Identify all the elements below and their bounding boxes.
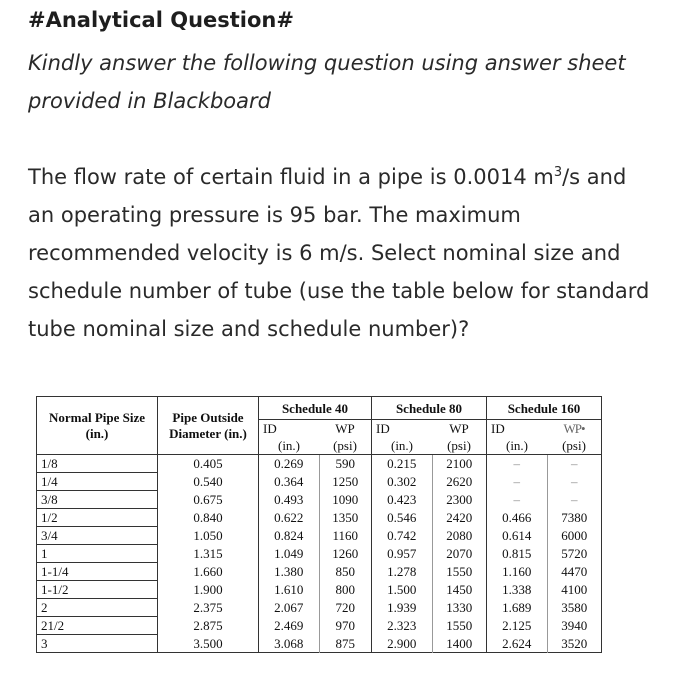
cell-wp-160: 4100 (561, 582, 588, 597)
header-wp-40: WP (319, 420, 372, 438)
cell-wp-40: 850 (319, 563, 372, 581)
table-row (37, 455, 602, 473)
table-header-row-1 (37, 397, 602, 420)
cell-id-160: 1.689 (487, 599, 548, 617)
cell-id-80: 2.323 (372, 617, 433, 635)
cell-id-80: 2.900 (372, 635, 433, 653)
cell-id-160: 1.338 (487, 581, 548, 599)
header-schedule-40: Schedule 40 (259, 397, 372, 420)
header-nominal-size (37, 397, 158, 455)
cell-wp-80: 2300 (432, 491, 487, 509)
header-wp-160: WP• (563, 421, 585, 436)
question-superscript: 3 (553, 165, 563, 180)
table-row (37, 581, 602, 599)
header-id-80: ID (376, 421, 390, 436)
table-row (37, 473, 602, 491)
cell-outside-diameter: 2.375 (158, 599, 259, 617)
cell-nominal-size: 1-1/2 (37, 581, 158, 599)
cell-id-40: 3.068 (259, 635, 320, 653)
cell-id-40: 1.610 (259, 581, 320, 599)
cell-id-160: 1.160 (487, 563, 548, 581)
instruction-text: Kindly answer the following question using answer sheet provided in Blackboard (28, 51, 626, 113)
cell-wp-80: 1400 (432, 635, 487, 653)
cell-id-160: – (487, 473, 548, 491)
header-schedule-160: Schedule 160 (487, 397, 602, 420)
header-id-unit-80: (in.) (372, 437, 433, 455)
cell-wp-160: – (571, 456, 578, 472)
cell-id-80: 0.742 (372, 527, 433, 545)
table-row (37, 563, 602, 581)
table-row (37, 599, 602, 617)
header-id-unit-160: (in.) (487, 437, 548, 455)
cell-id-40: 0.622 (259, 509, 320, 527)
cell-nominal-size: 2 (37, 599, 158, 617)
cell-id-40: 1.380 (259, 563, 320, 581)
cell-nominal-size: 21/2 (37, 617, 158, 635)
cell-wp-160: 4470 (561, 564, 588, 579)
table-row (37, 635, 602, 653)
cell-id-40: 1.049 (259, 545, 320, 563)
cell-outside-diameter: 0.840 (158, 509, 259, 527)
cell-wp-80: 1450 (432, 581, 487, 599)
question-part-2: /s and an operating pressure is 95 bar. The maximum recommended velocity is 6 m/s. Select nominal size and schedule number of tube (use the table below for standard tube nominal size and schedule number)? (28, 165, 650, 341)
header-wp-unit-40: (psi) (319, 437, 372, 455)
cell-id-80: 1.278 (372, 563, 433, 581)
header-wp-unit-160: (psi) (547, 437, 602, 455)
pipe-schedule-table (36, 396, 602, 653)
cell-id-40: 0.493 (259, 491, 320, 509)
cell-wp-160: 5720 (561, 546, 588, 561)
question-part-1: The flow rate of certain fluid in a pipe is 0.0014 m (28, 165, 554, 189)
cell-id-160: 2.624 (487, 635, 548, 653)
cell-wp-160: 6000 (561, 528, 588, 543)
cell-wp-160: 7380 (561, 510, 588, 525)
cell-outside-diameter: 1.660 (158, 563, 259, 581)
cell-outside-diameter: 1.050 (158, 527, 259, 545)
cell-id-80: 0.302 (372, 473, 433, 491)
cell-nominal-size: 3/4 (37, 527, 158, 545)
cell-wp-160: – (571, 492, 578, 507)
cell-id-160: 0.815 (487, 545, 548, 563)
cell-wp-160: 3520 (561, 635, 588, 651)
cell-wp-80: 1330 (432, 599, 487, 617)
cell-outside-diameter: 2.875 (158, 617, 259, 635)
cell-wp-160: 3940 (561, 618, 588, 633)
header-id-160: ID (491, 421, 505, 436)
question-heading: #Analytical Question# (28, 8, 294, 32)
cell-wp-40: 1090 (319, 491, 372, 509)
header-schedule-80: Schedule 80 (372, 397, 487, 420)
pipe-schedule-table-wrap (36, 396, 602, 653)
cell-nominal-size: 1 (37, 545, 158, 563)
cell-nominal-size: 3/8 (37, 491, 158, 509)
cell-wp-40: 800 (319, 581, 372, 599)
cell-wp-80: 2100 (432, 455, 487, 473)
table-row (37, 617, 602, 635)
cell-id-40: 2.469 (259, 617, 320, 635)
header-id-unit-40: (in.) (259, 437, 320, 455)
cell-id-80: 0.423 (372, 491, 433, 509)
header-outside-diameter-label: Pipe Outside Diameter (in.) (169, 409, 247, 441)
cell-wp-40: 1260 (319, 545, 372, 563)
table-row (37, 491, 602, 509)
cell-wp-80: 2620 (432, 473, 487, 491)
cell-id-80: 0.215 (372, 455, 433, 473)
cell-wp-40: 875 (319, 635, 372, 653)
cell-wp-80: 2070 (432, 545, 487, 563)
cell-id-40: 0.824 (259, 527, 320, 545)
header-nominal-size-label: Normal Pipe Size (in.) (48, 409, 146, 441)
cell-wp-80: 1550 (432, 563, 487, 581)
table-body (37, 455, 602, 653)
cell-id-80: 1.500 (372, 581, 433, 599)
cell-wp-160: 3580 (561, 600, 588, 615)
cell-id-80: 1.939 (372, 599, 433, 617)
question-text (28, 158, 653, 348)
cell-nominal-size: 3 (37, 635, 158, 653)
cell-id-80: 0.957 (372, 545, 433, 563)
cell-wp-80: 1550 (432, 617, 487, 635)
cell-nominal-size: 1/8 (37, 455, 158, 473)
cell-id-160: 0.614 (487, 527, 548, 545)
cell-outside-diameter: 0.540 (158, 473, 259, 491)
cell-wp-80: 2080 (432, 527, 487, 545)
cell-id-40: 0.269 (259, 455, 320, 473)
cell-wp-40: 720 (319, 599, 372, 617)
cell-id-160: – (487, 455, 548, 473)
cell-id-40: 2.067 (259, 599, 320, 617)
header-wp-80: WP (432, 420, 487, 438)
cell-id-160: 0.466 (487, 509, 548, 527)
cell-wp-160: – (571, 474, 578, 489)
cell-outside-diameter: 3.500 (158, 635, 259, 653)
cell-wp-80: 2420 (432, 509, 487, 527)
header-wp-unit-80: (psi) (432, 437, 487, 455)
cell-outside-diameter: 0.675 (158, 491, 259, 509)
header-id-40: ID (263, 421, 277, 436)
table-row (37, 545, 602, 563)
cell-outside-diameter: 0.405 (158, 455, 259, 473)
header-outside-diameter (158, 397, 259, 455)
cell-id-40: 0.364 (259, 473, 320, 491)
cell-wp-40: 590 (319, 455, 372, 473)
cell-outside-diameter: 1.900 (158, 581, 259, 599)
cell-id-160: – (487, 491, 548, 509)
cell-wp-40: 1350 (319, 509, 372, 527)
table-row (37, 527, 602, 545)
cell-nominal-size: 1-1/4 (37, 563, 158, 581)
table-row (37, 509, 602, 527)
cell-wp-40: 1160 (319, 527, 372, 545)
cell-wp-40: 1250 (319, 473, 372, 491)
cell-wp-40: 970 (319, 617, 372, 635)
cell-nominal-size: 1/2 (37, 509, 158, 527)
cell-nominal-size: 1/4 (37, 473, 158, 491)
cell-id-80: 0.546 (372, 509, 433, 527)
cell-id-160: 2.125 (487, 617, 548, 635)
cell-outside-diameter: 1.315 (158, 545, 259, 563)
